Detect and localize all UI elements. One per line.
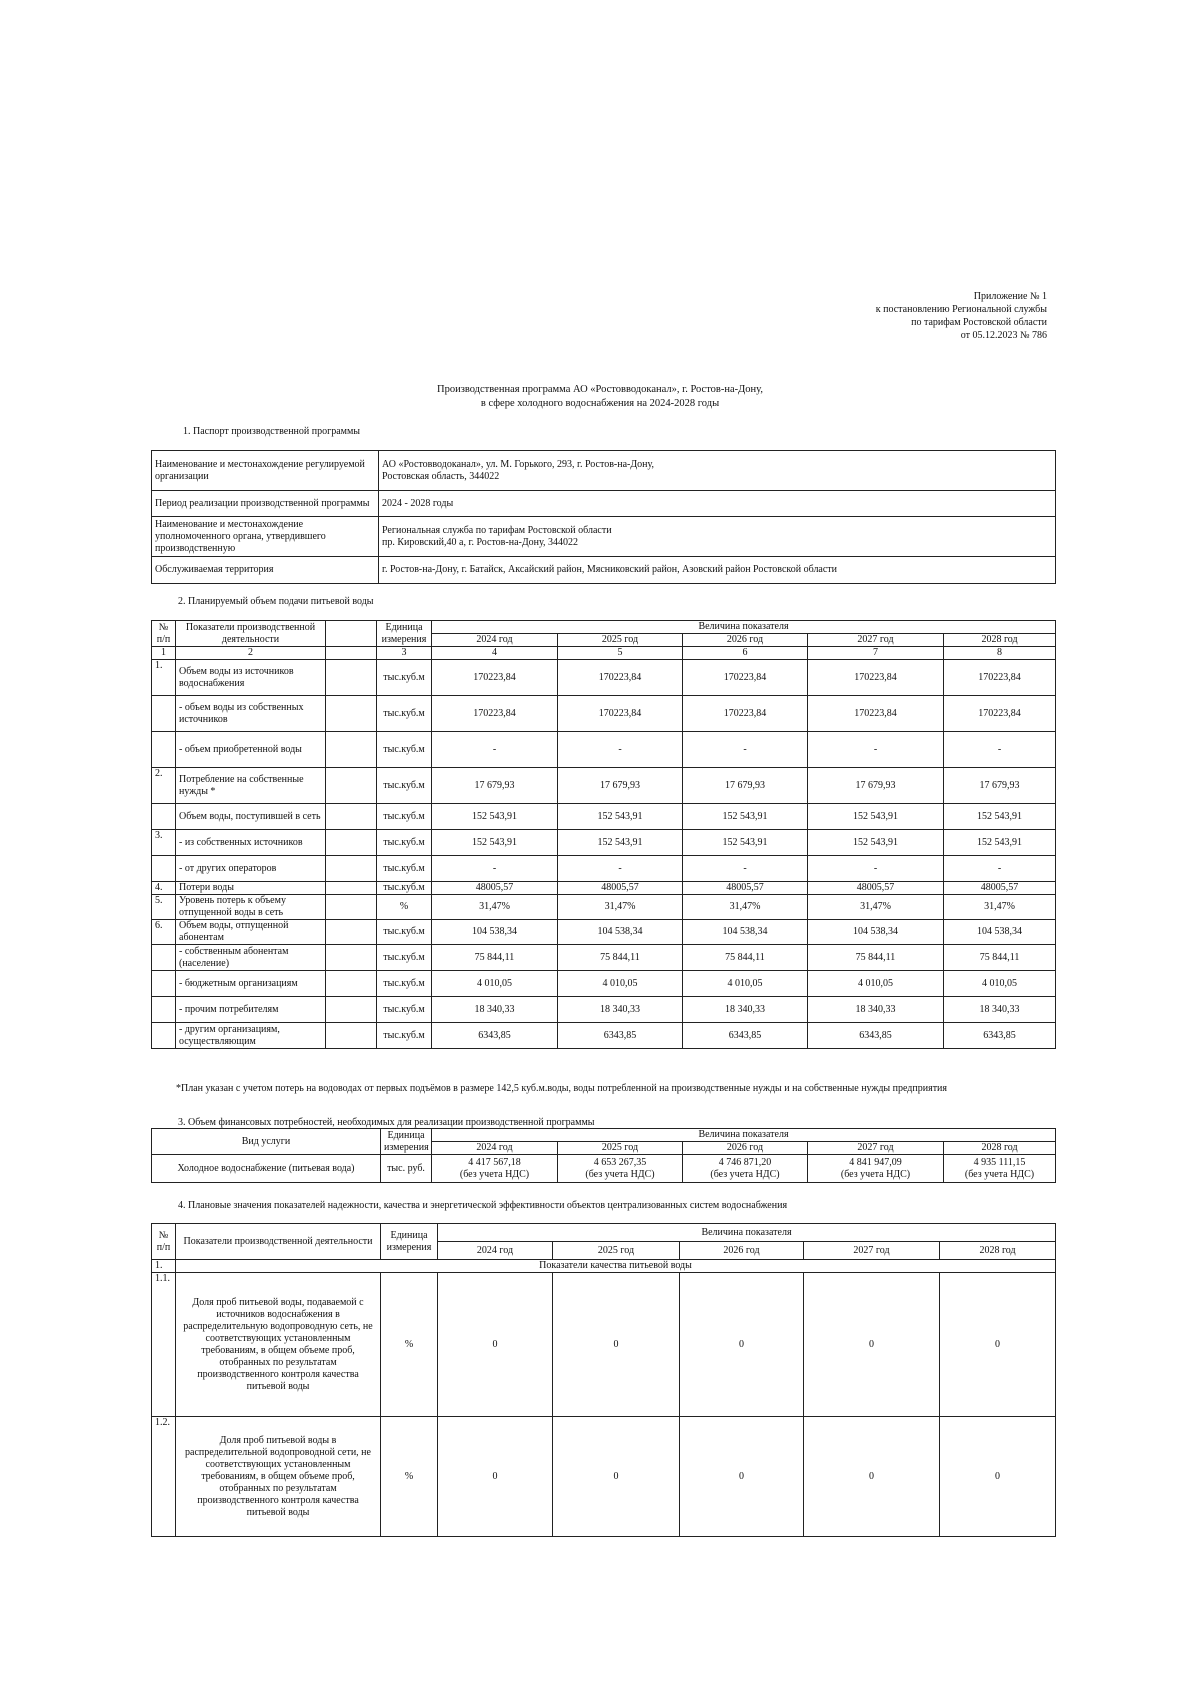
volume-row [152, 971, 1056, 997]
row-unit: тыс.куб.м [377, 997, 432, 1023]
row-value: 75 844,11 [558, 945, 683, 971]
row-num [152, 997, 176, 1023]
finance-note: (без учета НДС) [964, 1168, 1035, 1180]
blank-header [326, 621, 377, 647]
volume-row [152, 830, 1056, 856]
row-value: 0 [940, 1417, 1056, 1537]
volume-row [152, 920, 1056, 945]
row-value: 0 [553, 1273, 680, 1417]
colnum: 1 [152, 647, 176, 660]
finance-value [808, 1155, 944, 1183]
row-num [152, 804, 176, 830]
row-unit: тыс.куб.м [377, 1023, 432, 1049]
appendix-line: Приложение № 1 [973, 291, 1047, 302]
finance-header-row [152, 1129, 1056, 1142]
row-value: 75 844,11 [432, 945, 558, 971]
finance-value [432, 1155, 558, 1183]
page-title [150, 383, 1050, 411]
row-value: 170223,84 [944, 696, 1056, 732]
passport-value-line: Региональная служба по тарифам Ростовской области [382, 524, 612, 536]
row-label: Доля проб питьевой воды в распределительной водопроводной сети, не соответствующих установленным требованиям, в общем объеме проб, отобранных по результатам производственного контроля качества питьевой воды [176, 1417, 381, 1537]
row-value: 4 010,05 [558, 971, 683, 997]
row-value: 17 679,93 [808, 768, 944, 804]
col-indicator-header: Показатели производственной деятельности [176, 1224, 381, 1260]
row-value: 152 543,91 [944, 830, 1056, 856]
colnum: 8 [944, 647, 1056, 660]
row-value: - [432, 732, 558, 768]
row-num [152, 696, 176, 732]
row-value: 6343,85 [683, 1023, 808, 1049]
appendix-line: к постановлению Региональной службы [875, 304, 1047, 315]
passport-value: г. Ростов-на-Дону, г. Батайск, Аксайский район, Мясниковский район, Азовский район Ростовской области [379, 557, 1056, 584]
col-unit-header: Единица измерения [381, 1224, 438, 1260]
row-value: 48005,57 [944, 882, 1056, 895]
row-unit: тыс.куб.м [377, 856, 432, 882]
finance-amount: 4 841 947,09 [849, 1156, 902, 1168]
title-line-2: в сфере холодного водоснабжения на 2024-2028 годы [480, 398, 720, 409]
row-value: - [683, 856, 808, 882]
row-value: 152 543,91 [558, 804, 683, 830]
row-value: 48005,57 [432, 882, 558, 895]
year-header: 2024 год [438, 1242, 553, 1260]
row-num: 1. [152, 660, 176, 696]
row-blank [326, 696, 377, 732]
year-header: 2025 год [558, 634, 683, 647]
quality-row [152, 1273, 1056, 1417]
row-num: 4. [152, 882, 176, 895]
row-value: 104 538,34 [683, 920, 808, 945]
row-unit: % [381, 1273, 438, 1417]
year-header: 2026 год [683, 634, 808, 647]
row-value: 152 543,91 [558, 830, 683, 856]
row-value: 104 538,34 [808, 920, 944, 945]
finance-note: (без учета НДС) [840, 1168, 911, 1180]
row-unit: тыс.куб.м [377, 804, 432, 830]
row-value: 0 [438, 1417, 553, 1537]
row-value: 170223,84 [683, 660, 808, 696]
row-value: 4 010,05 [808, 971, 944, 997]
row-label: - объем воды из собственных источников [176, 696, 326, 732]
group-row [152, 1260, 1056, 1273]
row-blank [326, 945, 377, 971]
row-blank [326, 1023, 377, 1049]
row-blank [326, 732, 377, 768]
row-value: 31,47% [558, 895, 683, 920]
row-blank [326, 660, 377, 696]
row-value: 75 844,11 [683, 945, 808, 971]
row-value: 18 340,33 [432, 997, 558, 1023]
service-unit: тыс. руб. [381, 1155, 432, 1183]
passport-row [152, 451, 1056, 491]
volume-row [152, 660, 1056, 696]
passport-value [379, 451, 1056, 491]
row-value: 4 010,05 [944, 971, 1056, 997]
row-value: 6343,85 [944, 1023, 1056, 1049]
volume-table-body [152, 660, 1056, 1049]
row-value: 0 [680, 1417, 804, 1537]
row-num [152, 732, 176, 768]
row-value: 17 679,93 [558, 768, 683, 804]
volume-row [152, 804, 1056, 830]
row-blank [326, 804, 377, 830]
year-header: 2025 год [553, 1242, 680, 1260]
service-label: Холодное водоснабжение (питьевая вода) [152, 1155, 381, 1183]
passport-label: Наименование и местонахождение регулируемой организации [152, 451, 379, 491]
row-label: - от других операторов [176, 856, 326, 882]
volume-row [152, 768, 1056, 804]
row-value: 18 340,33 [683, 997, 808, 1023]
section1-heading: 1. Паспорт производственной программы [183, 426, 361, 437]
value-header: Величина показателя [432, 1129, 1056, 1142]
row-value: 0 [804, 1417, 940, 1537]
finance-note: (без учета НДС) [710, 1168, 780, 1180]
row-value: 0 [553, 1417, 680, 1537]
col-num-header: № п/п [152, 621, 176, 647]
row-value: - [944, 856, 1056, 882]
row-label: Потребление на собственные нужды * [176, 768, 326, 804]
row-value: 75 844,11 [808, 945, 944, 971]
row-value: 4 010,05 [683, 971, 808, 997]
row-value: - [558, 856, 683, 882]
row-value: 152 543,91 [432, 804, 558, 830]
row-value: 18 340,33 [558, 997, 683, 1023]
finance-value [683, 1155, 808, 1183]
row-unit: % [377, 895, 432, 920]
row-blank [326, 920, 377, 945]
row-value: - [683, 732, 808, 768]
row-value: - [808, 856, 944, 882]
passport-row [152, 517, 1056, 557]
row-value: 0 [804, 1273, 940, 1417]
year-header: 2026 год [680, 1242, 804, 1260]
volume-table [151, 620, 1056, 1049]
year-header: 2027 год [808, 634, 944, 647]
colnum: 6 [683, 647, 808, 660]
row-label: Объем воды, отпущенной абонентам [176, 920, 326, 945]
row-value: - [432, 856, 558, 882]
row-label: Потери воды [176, 882, 326, 895]
finance-amount: 4 417 567,18 [468, 1156, 521, 1168]
row-value: 104 538,34 [558, 920, 683, 945]
row-num [152, 1023, 176, 1049]
row-value: 0 [940, 1273, 1056, 1417]
quality-header-row [152, 1224, 1056, 1242]
row-blank [326, 882, 377, 895]
row-value: 6343,85 [432, 1023, 558, 1049]
year-header: 2024 год [432, 1142, 558, 1155]
colnum: 7 [808, 647, 944, 660]
row-value: 6343,85 [808, 1023, 944, 1049]
row-label: Объем воды из источников водоснабжения [176, 660, 326, 696]
row-value: 170223,84 [558, 696, 683, 732]
finance-amount: 4 935 111,15 [973, 1156, 1026, 1168]
row-value: 170223,84 [808, 660, 944, 696]
row-unit: тыс.куб.м [377, 971, 432, 997]
year-header: 2024 год [432, 634, 558, 647]
row-label: - бюджетным организациям [176, 971, 326, 997]
volume-row [152, 1023, 1056, 1049]
row-value: 17 679,93 [683, 768, 808, 804]
row-num [152, 945, 176, 971]
row-blank [326, 997, 377, 1023]
volume-row [152, 997, 1056, 1023]
passport-table [151, 450, 1056, 584]
row-label: - собственным абонентам (население) [176, 945, 326, 971]
finance-note: (без учета НДС) [585, 1168, 655, 1180]
row-value: 170223,84 [432, 660, 558, 696]
row-label: - другим организациям, осуществляющим [176, 1023, 326, 1049]
passport-label: Обслуживаемая территория [152, 557, 379, 584]
volume-row [152, 856, 1056, 882]
row-unit: тыс.куб.м [377, 882, 432, 895]
finance-amount: 4 653 267,35 [593, 1156, 647, 1168]
section3-heading: 3. Объем финансовых потребностей, необходимых для реализации производственной программы [178, 1117, 595, 1128]
volume-row [152, 945, 1056, 971]
row-num: 3. [152, 830, 176, 856]
row-num [152, 856, 176, 882]
row-num: 6. [152, 920, 176, 945]
row-unit: тыс.куб.м [377, 696, 432, 732]
year-header: 2028 год [944, 634, 1056, 647]
colnum-blank [326, 647, 377, 660]
section4-heading: 4. Плановые значения показателей надежности, качества и энергетической эффективности объектов централизованных систем водоснабжения [178, 1200, 788, 1211]
header-row [152, 621, 1056, 634]
row-label: - объем приобретенной воды [176, 732, 326, 768]
volume-row [152, 895, 1056, 920]
col-value-header: Величина показателя [432, 621, 1056, 634]
year-header: 2025 год [558, 1142, 683, 1155]
row-label: - прочим потребителям [176, 997, 326, 1023]
row-value: 0 [680, 1273, 804, 1417]
row-value: 18 340,33 [944, 997, 1056, 1023]
unit-header: Единица измерения [381, 1129, 432, 1155]
volume-row [152, 732, 1056, 768]
year-header: 2027 год [808, 1142, 944, 1155]
row-label: Доля проб питьевой воды, подаваемой с источников водоснабжения в распределительную водопроводную сеть, не соответствующих установленным требованиям, в общем объеме проб, отобранных по результатам производственного контроля качества питьевой воды [176, 1273, 381, 1417]
row-unit: % [381, 1417, 438, 1537]
row-value: 170223,84 [944, 660, 1056, 696]
appendix-block [727, 290, 1047, 342]
finance-note: (без учета НДС) [459, 1168, 530, 1180]
row-value: 17 679,93 [432, 768, 558, 804]
passport-label: Наименование и местонахождение уполномоченного органа, утвердившего производственную [152, 517, 379, 557]
row-value: 152 543,91 [683, 830, 808, 856]
row-value: 152 543,91 [944, 804, 1056, 830]
volume-row [152, 696, 1056, 732]
row-value: 31,47% [683, 895, 808, 920]
row-blank [326, 830, 377, 856]
row-blank [326, 971, 377, 997]
row-value: 4 010,05 [432, 971, 558, 997]
row-label: Уровень потерь к объему отпущенной воды в сеть [176, 895, 326, 920]
passport-value-line: пр. Кировский,40 а, г. Ростов-на-Дону, 344022 [382, 536, 579, 548]
year-header: 2028 год [944, 1142, 1056, 1155]
finance-table [151, 1128, 1056, 1183]
row-value: 48005,57 [558, 882, 683, 895]
col-unit-header: Единица измерения [377, 621, 432, 647]
row-value: 104 538,34 [432, 920, 558, 945]
row-value: 152 543,91 [808, 804, 944, 830]
colnum: 3 [377, 647, 432, 660]
group-label: Показатели качества питьевой воды [176, 1260, 1056, 1273]
row-value: 75 844,11 [944, 945, 1056, 971]
row-value: 17 679,93 [944, 768, 1056, 804]
title-line-1: Производственная программа АО «Ростовводоканал», г. Ростов-на-Дону, [437, 384, 763, 395]
finance-value [558, 1155, 683, 1183]
colnum: 2 [176, 647, 326, 660]
row-unit: тыс.куб.м [377, 660, 432, 696]
passport-value [379, 517, 1056, 557]
year-header: 2027 год [804, 1242, 940, 1260]
row-value: 152 543,91 [808, 830, 944, 856]
passport-value-line: АО «Ростовводоканал», ул. М. Горького, 293, г. Ростов-на-Дону, [382, 458, 655, 470]
row-label: Объем воды, поступившей в сеть [176, 804, 326, 830]
col-value-header: Величина показателя [438, 1224, 1056, 1242]
row-value: 31,47% [432, 895, 558, 920]
passport-label: Период реализации производственной программы [152, 491, 379, 517]
row-value: 48005,57 [683, 882, 808, 895]
row-value: 0 [438, 1273, 553, 1417]
col-num-header: № п/п [152, 1224, 176, 1260]
row-value: - [808, 732, 944, 768]
year-header: 2028 год [940, 1242, 1056, 1260]
row-blank [326, 895, 377, 920]
row-value: 31,47% [808, 895, 944, 920]
row-label: - из собственных источников [176, 830, 326, 856]
passport-row [152, 491, 1056, 517]
row-num: 1.2. [152, 1417, 176, 1537]
row-value: 152 543,91 [432, 830, 558, 856]
passport-value-line: Ростовская область, 344022 [382, 470, 500, 482]
finance-value [944, 1155, 1056, 1183]
row-num: 2. [152, 768, 176, 804]
volume-row [152, 882, 1056, 895]
footnote: *План указан с учетом потерь на водоводах от первых подъёмов в размере 142,5 куб.м.воды, воды потребленной на производственные нужды и на собственные нужды предприятия [176, 1083, 948, 1094]
appendix-line: от 05.12.2023 № 786 [960, 330, 1047, 341]
passport-row [152, 557, 1056, 584]
row-value: 48005,57 [808, 882, 944, 895]
colnum: 4 [432, 647, 558, 660]
row-num [152, 971, 176, 997]
row-value: 31,47% [944, 895, 1056, 920]
row-value: 104 538,34 [944, 920, 1056, 945]
quality-table [151, 1223, 1056, 1537]
row-value: 18 340,33 [808, 997, 944, 1023]
row-value: 170223,84 [558, 660, 683, 696]
row-unit: тыс.куб.м [377, 920, 432, 945]
service-header: Вид услуги [152, 1129, 381, 1155]
row-unit: тыс.куб.м [377, 830, 432, 856]
row-value: 6343,85 [558, 1023, 683, 1049]
row-value: 170223,84 [808, 696, 944, 732]
colnum-row [152, 647, 1056, 660]
row-unit: тыс.куб.м [377, 768, 432, 804]
row-value: - [558, 732, 683, 768]
row-unit: тыс.куб.м [377, 732, 432, 768]
finance-row [152, 1155, 1056, 1183]
appendix-line: по тарифам Ростовской области [911, 317, 1047, 328]
finance-amount: 4 746 871,20 [718, 1156, 772, 1168]
row-num: 5. [152, 895, 176, 920]
row-value: 152 543,91 [683, 804, 808, 830]
section2-heading: 2. Планируемый объем подачи питьевой воды [178, 596, 374, 607]
year-header: 2026 год [683, 1142, 808, 1155]
passport-value: 2024 - 2028 годы [379, 491, 1056, 517]
row-value: 170223,84 [683, 696, 808, 732]
col-indicator-header: Показатели производственной деятельности [176, 621, 326, 647]
row-blank [326, 856, 377, 882]
row-value: 170223,84 [432, 696, 558, 732]
row-value: - [944, 732, 1056, 768]
colnum: 5 [558, 647, 683, 660]
quality-row [152, 1417, 1056, 1537]
row-unit: тыс.куб.м [377, 945, 432, 971]
row-blank [326, 768, 377, 804]
group-num: 1. [152, 1260, 176, 1273]
row-num: 1.1. [152, 1273, 176, 1417]
